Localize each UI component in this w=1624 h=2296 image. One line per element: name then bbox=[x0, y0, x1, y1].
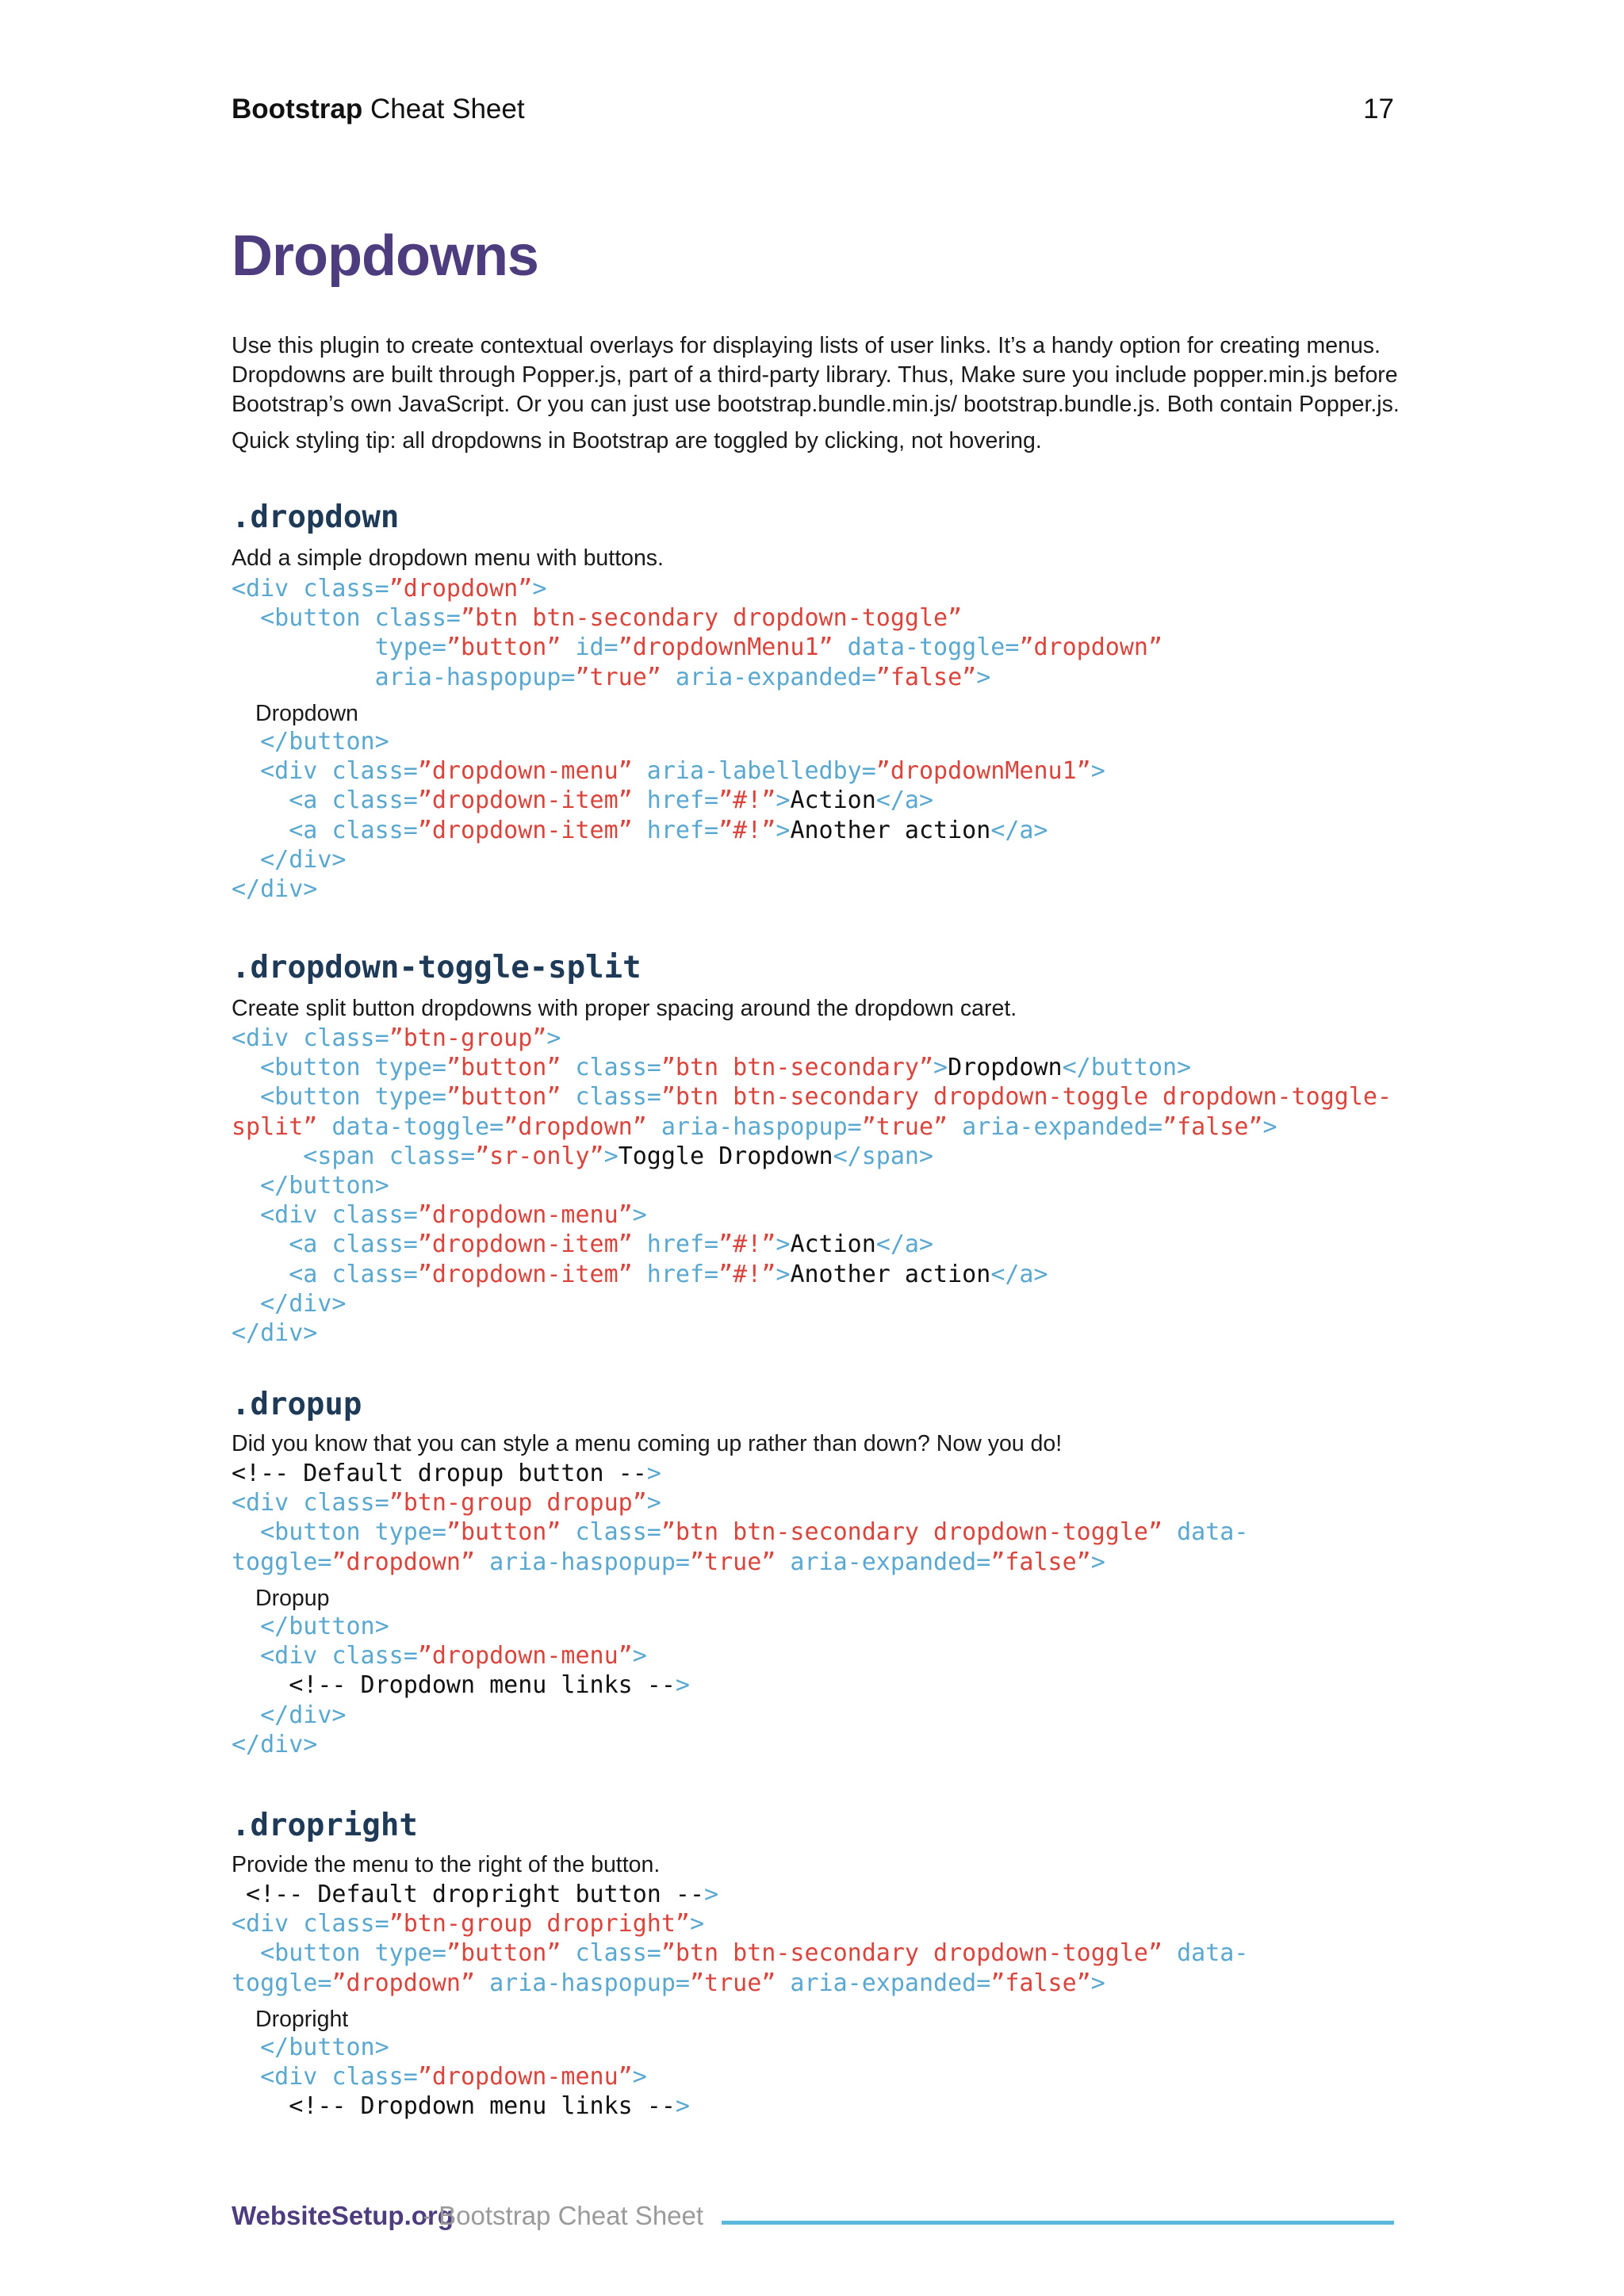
code-token: <button bbox=[232, 1518, 375, 1547]
code-token: </span> bbox=[833, 1142, 934, 1170]
code-token: <div bbox=[232, 1910, 304, 1938]
code-token: Toggle Dropdown bbox=[618, 1142, 833, 1170]
section-desc-dropdown: Add a simple dropdown menu with buttons. bbox=[232, 545, 664, 571]
code-block-dropup-b bbox=[232, 1612, 690, 1759]
code-token: ”dropdown-item” bbox=[417, 786, 633, 815]
code-token: ”dropdown” bbox=[331, 1548, 476, 1576]
code-token: <!-- Default dropup button -- bbox=[232, 1460, 647, 1487]
intro-tip: Quick styling tip: all dropdowns in Bootstrap are toggled by clicking, not hovering. bbox=[232, 428, 1042, 453]
code-token: </a> bbox=[990, 1260, 1048, 1288]
code-token: class= bbox=[561, 1939, 661, 1968]
code-token: class= bbox=[331, 757, 418, 786]
code-line bbox=[232, 1460, 661, 1487]
code-line bbox=[232, 664, 990, 691]
code-token: <button bbox=[232, 1083, 375, 1112]
code-block-dropdown-b bbox=[232, 727, 1105, 904]
code-token: ”dropdownMenu1” bbox=[875, 757, 1091, 786]
code-token: </div> bbox=[232, 1319, 318, 1348]
code-token: <!-- Dropdown menu links -- bbox=[232, 2092, 676, 2121]
code-token: aria-expanded= bbox=[948, 1112, 1163, 1141]
code-token: class= bbox=[331, 786, 418, 815]
code-line bbox=[232, 846, 347, 874]
code-line bbox=[232, 875, 317, 903]
code-token: <button bbox=[232, 1939, 375, 1968]
code-token: type= bbox=[374, 1518, 446, 1547]
code-token: data- bbox=[1162, 1939, 1249, 1968]
code-token: ”true” bbox=[575, 663, 661, 691]
code-line bbox=[232, 1548, 1105, 1576]
code-token: ”dropdown” bbox=[331, 1969, 476, 1997]
code-token: ”dropdownMenu1” bbox=[618, 633, 833, 662]
code-line bbox=[232, 1969, 1105, 1997]
code-line bbox=[232, 1290, 347, 1318]
code-token: ”button” bbox=[446, 1083, 561, 1112]
code-token: class= bbox=[303, 575, 389, 603]
footer-subtitle: - Bootstrap Cheat Sheet bbox=[423, 2201, 704, 2230]
code-token: class= bbox=[303, 1024, 389, 1052]
code-token: <!-- Default dropright button -- bbox=[232, 1881, 705, 1908]
code-token: <button bbox=[232, 604, 375, 633]
code-token: > bbox=[933, 1054, 948, 1082]
code-token: ”sr-only” bbox=[475, 1142, 604, 1170]
code-token: class= bbox=[561, 1083, 661, 1112]
code-token: ”dropdown-menu” bbox=[417, 1642, 633, 1670]
code-token: <div bbox=[232, 2063, 332, 2091]
code-line bbox=[232, 786, 933, 814]
code-token: type= bbox=[374, 1054, 446, 1082]
code-token: <a bbox=[232, 816, 332, 844]
code-token: <!-- Dropdown menu links -- bbox=[232, 1671, 676, 1700]
code-token: <a bbox=[232, 1230, 332, 1259]
section-desc-split: Create split button dropdowns with proper spacing around the dropdown caret. bbox=[232, 996, 1017, 1021]
code-line bbox=[232, 1671, 690, 1699]
code-token: aria-haspopup= bbox=[475, 1969, 690, 1997]
code-token: ”#!” bbox=[718, 786, 776, 815]
code-block-split bbox=[232, 1024, 1392, 1348]
code-token: ”btn-group dropup” bbox=[389, 1489, 647, 1517]
code-token: class= bbox=[389, 1142, 476, 1170]
code-token: ”dropdown” bbox=[389, 575, 533, 603]
code-token: class= bbox=[331, 1201, 418, 1230]
code-token: ”dropdown” bbox=[504, 1112, 647, 1141]
code-token: </button> bbox=[232, 1172, 389, 1200]
code-token: class= bbox=[374, 604, 461, 633]
code-line bbox=[232, 1642, 647, 1670]
code-token: ”button” bbox=[446, 1939, 561, 1968]
code-token: <a bbox=[232, 1260, 332, 1288]
code-token: ”btn btn-secondary dropdown-toggle” bbox=[661, 1939, 1163, 1968]
code-token: <a bbox=[232, 786, 332, 815]
code-token: > bbox=[632, 1642, 647, 1670]
code-token: data-toggle= bbox=[833, 633, 1020, 662]
code-token: type= bbox=[232, 633, 446, 662]
code-token: ”true” bbox=[690, 1969, 776, 1997]
code-token: class= bbox=[303, 1910, 389, 1938]
code-token: type= bbox=[374, 1083, 446, 1112]
code-token: </div> bbox=[232, 1701, 347, 1729]
code-line bbox=[232, 728, 389, 756]
code-token: <span bbox=[232, 1142, 389, 1170]
intro-paragraph: Use this plugin to create contextual overlays for displaying lists of user links. It’s a handy option for creating menus. Dropdowns are built through Popper.js, part of a third-party library. Thus, Make sure you include popper.min.js before Bootstrap’s own JavaScript. Or you can just use bootstrap.bundle.min.js/ bootstrap.bundle.js. Both contain Popper.js. bbox=[232, 333, 1400, 417]
code-token: ”dropdown-item” bbox=[417, 1230, 633, 1259]
code-token: class= bbox=[331, 816, 418, 844]
code-block-dropdown-a bbox=[232, 574, 1162, 692]
code-token: <div bbox=[232, 1024, 304, 1052]
code-token: </a> bbox=[875, 1230, 934, 1259]
code-token: href= bbox=[632, 786, 719, 815]
code-line bbox=[232, 1083, 1392, 1111]
code-token: aria-haspopup= bbox=[232, 663, 576, 691]
code-token: > bbox=[1090, 1969, 1105, 1997]
code-token: > bbox=[675, 1671, 690, 1700]
code-line bbox=[232, 2063, 647, 2091]
code-line bbox=[232, 1489, 661, 1517]
code-token: <div bbox=[232, 757, 332, 786]
code-token: <div bbox=[232, 1489, 304, 1517]
code-token: ”dropdown-menu” bbox=[417, 2063, 633, 2091]
code-line bbox=[232, 1613, 389, 1640]
code-token: </div> bbox=[232, 1289, 347, 1318]
code-token: > bbox=[646, 1489, 661, 1517]
section-desc-dropright: Provide the menu to the right of the button. bbox=[232, 1852, 661, 1877]
code-line bbox=[232, 1024, 561, 1052]
code-line bbox=[232, 2092, 690, 2120]
code-line bbox=[232, 1939, 1248, 1967]
code-token: ”false” bbox=[990, 1548, 1091, 1576]
code-token: ”btn btn-secondary dropdown-toggle” bbox=[661, 1518, 1163, 1547]
code-token: Another action bbox=[790, 1260, 991, 1288]
code-line bbox=[232, 1113, 1277, 1141]
code-text-dropup: Dropup bbox=[255, 1586, 330, 1611]
code-line bbox=[232, 1731, 317, 1758]
code-token: ”#!” bbox=[718, 1260, 776, 1288]
code-token: split” bbox=[232, 1112, 318, 1141]
code-token: > bbox=[646, 1460, 661, 1487]
code-token: aria-haspopup= bbox=[646, 1112, 862, 1141]
code-token: </a> bbox=[990, 816, 1048, 844]
code-line bbox=[232, 1881, 718, 1908]
code-token: ”dropdown-menu” bbox=[417, 1201, 633, 1230]
code-token: type= bbox=[374, 1939, 446, 1968]
section-heading-split: .dropdown-toggle-split bbox=[232, 950, 642, 985]
code-token: > bbox=[704, 1881, 719, 1908]
code-token: > bbox=[776, 786, 791, 815]
code-token: </button> bbox=[232, 728, 389, 756]
section-heading-dropup: .dropup bbox=[232, 1387, 362, 1422]
code-token: href= bbox=[632, 1260, 719, 1288]
code-line bbox=[232, 1172, 389, 1200]
code-token: ”button” bbox=[446, 633, 561, 662]
code-token: > bbox=[1262, 1112, 1277, 1141]
code-token: > bbox=[776, 1260, 791, 1288]
code-token: href= bbox=[632, 816, 719, 844]
code-token: Another action bbox=[790, 816, 991, 844]
code-token: ”false” bbox=[1162, 1112, 1263, 1141]
code-token: Dropdown bbox=[948, 1054, 1063, 1082]
code-token: class= bbox=[303, 1489, 389, 1517]
code-token: class= bbox=[331, 1642, 418, 1670]
code-token: ”true” bbox=[861, 1112, 948, 1141]
code-token: <div bbox=[232, 575, 304, 603]
code-token: aria-expanded= bbox=[776, 1548, 991, 1576]
code-line bbox=[232, 633, 1162, 661]
code-line bbox=[232, 1518, 1248, 1546]
code-token: ”dropdown” bbox=[1019, 633, 1163, 662]
code-token: <button bbox=[232, 1054, 375, 1082]
code-token: ”false” bbox=[990, 1969, 1091, 1997]
code-token: </a> bbox=[875, 786, 934, 815]
code-token: Action bbox=[790, 786, 876, 815]
code-line bbox=[232, 575, 546, 603]
page-title: Dropdowns bbox=[232, 224, 538, 288]
code-token: <div bbox=[232, 1201, 332, 1230]
code-token: > bbox=[675, 2092, 690, 2121]
code-line bbox=[232, 2034, 389, 2061]
code-token: > bbox=[632, 2063, 647, 2091]
code-token: > bbox=[632, 1201, 647, 1230]
code-block-dropright-b bbox=[232, 2033, 690, 2122]
code-token: > bbox=[689, 1910, 705, 1938]
code-token: class= bbox=[331, 1230, 418, 1259]
code-token: toggle= bbox=[232, 1548, 332, 1576]
code-token: > bbox=[532, 575, 547, 603]
code-text-dropdown: Dropdown bbox=[255, 701, 358, 726]
code-line bbox=[232, 757, 1105, 785]
code-text-dropright: Dropright bbox=[255, 2007, 349, 2032]
code-line bbox=[232, 1701, 347, 1729]
code-token: ”button” bbox=[446, 1054, 561, 1082]
code-token: aria-expanded= bbox=[776, 1969, 991, 1997]
header-brand-bold: Bootstrap bbox=[232, 94, 363, 124]
code-token: class= bbox=[331, 2063, 418, 2091]
code-token: ”btn btn-secondary dropdown-toggle” bbox=[461, 604, 963, 633]
code-token: class= bbox=[331, 1260, 418, 1288]
code-token: </div> bbox=[232, 845, 347, 874]
header-brand-rest: Cheat Sheet bbox=[362, 94, 525, 124]
code-token: ”#!” bbox=[718, 816, 776, 844]
code-token: ”false” bbox=[875, 663, 977, 691]
code-line bbox=[232, 1319, 317, 1347]
code-token: </button> bbox=[232, 1613, 389, 1640]
code-token: > bbox=[976, 663, 991, 691]
code-token: ”btn-group dropright” bbox=[389, 1910, 690, 1938]
code-token: toggle= bbox=[232, 1969, 332, 1997]
code-token: > bbox=[1090, 757, 1105, 786]
code-line bbox=[232, 1230, 933, 1258]
code-token: Action bbox=[790, 1230, 876, 1259]
header-brand bbox=[232, 94, 525, 125]
code-token: ”dropdown-item” bbox=[417, 816, 633, 844]
code-token: </div> bbox=[232, 1730, 318, 1758]
code-token: class= bbox=[561, 1054, 661, 1082]
section-heading-dropright: .dropright bbox=[232, 1808, 418, 1843]
code-line bbox=[232, 604, 962, 632]
code-token: ”dropdown-menu” bbox=[417, 757, 633, 786]
code-line bbox=[232, 1054, 1191, 1081]
code-token: > bbox=[1090, 1548, 1105, 1576]
code-token: </button> bbox=[1062, 1054, 1192, 1082]
code-line bbox=[232, 1910, 704, 1938]
footer-site: WebsiteSetup.org bbox=[232, 2201, 454, 2230]
section-desc-dropup: Did you know that you can style a menu coming up rather than down? Now you do! bbox=[232, 1431, 1063, 1456]
code-token: ”btn-group” bbox=[389, 1024, 547, 1052]
code-token: data- bbox=[1162, 1518, 1249, 1547]
code-token: ”btn btn-secondary” bbox=[661, 1054, 934, 1082]
code-token: > bbox=[546, 1024, 561, 1052]
code-token: aria-haspopup= bbox=[475, 1548, 690, 1576]
code-token: ”button” bbox=[446, 1518, 561, 1547]
footer-rule bbox=[722, 2221, 1394, 2225]
code-token: > bbox=[603, 1142, 619, 1170]
code-block-dropup-a bbox=[232, 1459, 1248, 1577]
code-token: aria-expanded= bbox=[661, 663, 876, 691]
code-token: ”true” bbox=[690, 1548, 776, 1576]
section-heading-dropdown: .dropdown bbox=[232, 499, 400, 535]
code-line bbox=[232, 817, 1048, 844]
code-token: > bbox=[776, 816, 791, 844]
code-line bbox=[232, 1142, 933, 1170]
code-token: > bbox=[776, 1230, 791, 1259]
code-token: </div> bbox=[232, 875, 318, 904]
code-token: ”#!” bbox=[718, 1230, 776, 1259]
code-token: </button> bbox=[232, 2034, 389, 2061]
code-token: aria-labelledby= bbox=[632, 757, 876, 786]
code-token: <div bbox=[232, 1642, 332, 1670]
code-token: ”dropdown-item” bbox=[417, 1260, 633, 1288]
code-line bbox=[232, 1261, 1048, 1288]
code-block-dropright-a bbox=[232, 1880, 1248, 1998]
code-token: ”btn btn-secondary dropdown-toggle dropdown-toggle- bbox=[661, 1083, 1392, 1112]
page-number: 17 bbox=[1363, 94, 1394, 124]
code-token: href= bbox=[632, 1230, 719, 1259]
code-line bbox=[232, 1201, 647, 1229]
code-token: class= bbox=[561, 1518, 661, 1547]
code-token: data-toggle= bbox=[317, 1112, 504, 1141]
code-token: id= bbox=[561, 633, 619, 662]
